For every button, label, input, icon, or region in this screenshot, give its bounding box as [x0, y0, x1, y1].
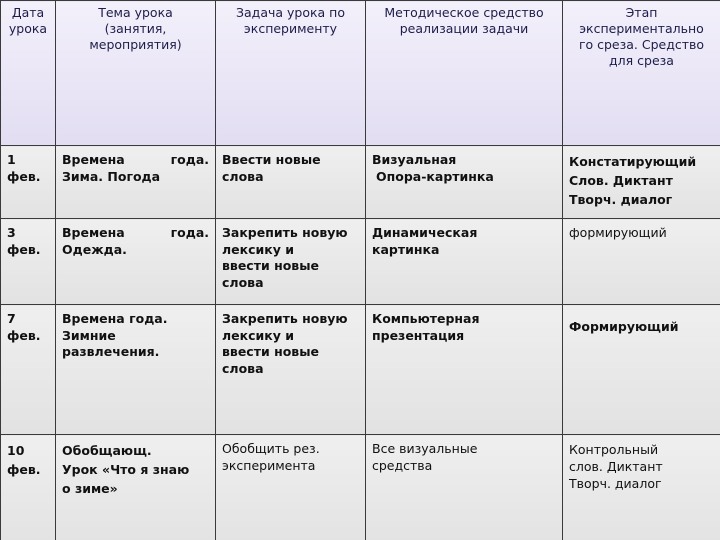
cell-method — [366, 219, 563, 305]
cell-task — [216, 219, 366, 305]
cell-line: фев. — [7, 241, 41, 257]
cell-line: Ввести новые — [222, 152, 321, 167]
cell-line: Закрепить новую — [222, 311, 348, 326]
cell-line: Времена года. — [62, 225, 209, 240]
cell-stage — [563, 435, 720, 540]
cell-method — [366, 146, 563, 219]
cell-line: Времена года. — [62, 152, 209, 167]
header-stage-line: Этап — [625, 5, 658, 20]
cell-line: 3 — [7, 225, 16, 240]
header-topic-line: мероприятия) — [89, 37, 182, 52]
cell-line: фев. — [7, 462, 41, 477]
cell-line: формирующий — [569, 225, 667, 240]
header-task-line: эксперименту — [243, 21, 338, 36]
cell-line: Опора-картинка — [376, 168, 494, 184]
cell-line: ввести новые — [222, 344, 319, 359]
cell-topic — [56, 146, 216, 219]
cell-line: картинка — [372, 241, 440, 257]
cell-line: Динамическая — [372, 225, 478, 240]
header-topic — [56, 1, 216, 146]
cell-line: Визуальная — [372, 152, 457, 167]
header-task — [216, 1, 366, 146]
cell-date — [1, 435, 56, 540]
cell-task — [216, 435, 366, 540]
cell-line: фев. — [7, 327, 41, 343]
cell-line: Обобщающ. — [62, 443, 152, 458]
cell-line: слова — [222, 168, 264, 184]
cell-task — [216, 146, 366, 219]
header-date-line: Дата — [11, 5, 45, 20]
header-task-line: Задача урока по — [236, 5, 345, 20]
cell-line: о зиме» — [62, 481, 118, 496]
cell-line: Зимние — [62, 327, 116, 343]
cell-line: Все визуальные — [372, 441, 478, 456]
cell-line: 1 — [7, 152, 16, 167]
header-topic-line: (занятия, — [104, 21, 167, 36]
cell-stage — [563, 146, 720, 219]
cell-line: презентация — [372, 327, 465, 343]
cell-line: Закрепить новую — [222, 225, 348, 240]
cell-line: Формирующий — [569, 319, 679, 334]
cell-topic — [56, 219, 216, 305]
cell-line: фев. — [7, 168, 41, 184]
cell-line: Обобщить рез. — [222, 441, 320, 456]
header-stage-line: экспериментально — [579, 21, 704, 36]
table-row — [1, 435, 720, 540]
cell-method — [366, 435, 563, 540]
cell-line: Творч. диалог — [569, 476, 662, 491]
cell-line: ввести новые — [222, 258, 319, 273]
cell-line: 7 — [7, 311, 16, 326]
cell-task — [216, 305, 366, 435]
cell-date — [1, 219, 56, 305]
cell-date — [1, 146, 56, 219]
header-date-line: урока — [8, 21, 48, 36]
header-method — [366, 1, 563, 146]
cell-line: развлечения. — [62, 344, 160, 359]
cell-line: Урок «Что я знаю — [62, 462, 190, 477]
cell-stage — [563, 219, 720, 305]
cell-method — [366, 305, 563, 435]
header-stage-line: для среза — [609, 53, 674, 68]
cell-line: Слов. Диктант — [569, 173, 673, 188]
header-topic-line: Тема урока — [98, 5, 173, 20]
cell-line: Зима. Погода — [62, 168, 161, 184]
table-row — [1, 146, 720, 219]
cell-line: лексику и — [222, 327, 295, 343]
cell-line: Констатирующий — [569, 154, 697, 169]
header-method-line: реализации задачи — [399, 21, 529, 36]
cell-line: Одежда. — [62, 241, 127, 257]
cell-line: Компьютерная — [372, 311, 480, 326]
cell-date — [1, 305, 56, 435]
cell-topic — [56, 305, 216, 435]
cell-line: Контрольный — [569, 442, 659, 457]
cell-line: 10 — [7, 443, 25, 458]
cell-stage — [563, 305, 720, 435]
cell-line: лексику и — [222, 241, 295, 257]
header-method-line: Методическое средство — [384, 5, 544, 20]
cell-line: слов. Диктант — [569, 459, 663, 474]
header-date — [1, 1, 56, 146]
header-stage-line: го среза. Средство — [578, 37, 705, 52]
cell-line: эксперимента — [222, 457, 316, 473]
cell-line: слова — [222, 360, 264, 376]
cell-line: Творч. диалог — [569, 192, 673, 207]
header-stage — [563, 1, 720, 146]
cell-line: средства — [372, 457, 433, 473]
table-row — [1, 219, 720, 305]
table-row — [1, 305, 720, 435]
cell-topic — [56, 435, 216, 540]
table-header-row — [1, 1, 720, 146]
cell-line: Времена года. — [62, 311, 168, 326]
cell-line: слова — [222, 274, 264, 290]
